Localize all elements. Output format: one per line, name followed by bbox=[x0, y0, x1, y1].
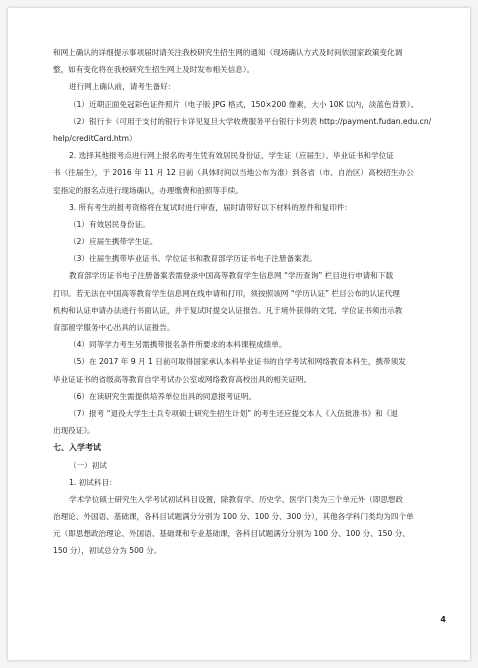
text-line: 室指定的报名点进行现场确认，办理缴费和拍照等手续。 bbox=[53, 185, 243, 195]
text-line: help/creditCard.htm） bbox=[53, 133, 137, 143]
text-line: （一）初试 bbox=[69, 460, 107, 470]
text-line: （3）往届生携带毕业证书、学位证书和教育部学历证书电子注册备案表。 bbox=[69, 254, 317, 264]
text-line: 出现役证》。 bbox=[53, 426, 95, 436]
text-line: （6）在读研究生需提供培养单位出具的同意报考证明。 bbox=[69, 391, 257, 401]
text-line: （5）在 2017 年 9 月 1 日前可取得国家承认本科毕业证书的自学考试和网络教育本科生，携带须发 bbox=[69, 357, 406, 367]
text-line: 治理论、外国语、基础课，各科目试题满分分别为 100 分、100 分、300 分），其他各学科门类均为四个单 bbox=[53, 512, 414, 522]
page-number: 4 bbox=[440, 615, 446, 624]
text-line: （7）报考 “退役大学生士兵专项硕士研究生招生计划” 的考生还应提交本人《入伍批准书》和《退 bbox=[69, 408, 398, 418]
text-line: （2）银行卡（可用于支付的银行卡详见复旦大学收费服务平台银行卡列表 http://payment.fudan.edu.cn/ bbox=[69, 116, 432, 126]
text-line: 2. 选择其他报考点进行网上报名的考生凭有效居民身份证、学生证（应届生）、毕业证书和学位证 bbox=[69, 151, 394, 161]
text-line: 毕业证证书的省级高等教育自学考试办公室或网络教育高校出具的相关证明。 bbox=[53, 374, 312, 384]
text-line: （1）有效居民身份证。 bbox=[69, 219, 150, 229]
text-line: 150 分），初试总分为 500 分。 bbox=[53, 546, 162, 556]
page-content bbox=[53, 48, 443, 564]
text-line: （2）应届生携带学生证。 bbox=[69, 237, 158, 247]
text-line: 学术学位硕士研究生入学考试初试科目设置，除教育学、历史学、医学门类为三个单元外（即思想政 bbox=[69, 494, 404, 504]
text-line: 机构和认证申请办法进行书面认证，并于复试时提交认证报告。凡于境外获得的文凭、学位证书须出示教 bbox=[53, 305, 403, 315]
text-line: 1. 初试科目： bbox=[69, 477, 117, 487]
text-line: 3. 所有考生的报考资格将在复试时进行审查，届时请带好以下材料的原件和复印件： bbox=[69, 202, 353, 212]
text-line: （4）同等学力考生另需携带报名条件所要求的本科课程成绩单。 bbox=[69, 340, 287, 350]
text-line: 育部留学服务中心出具的认证报告。 bbox=[53, 323, 175, 332]
text-line: 进行网上确认前，请考生备好： bbox=[69, 82, 176, 92]
text-line: 和网上确认的详细提示事项届时请关注我校研究生招生网的通知（现场确认方式及时间依国家政策变化调 bbox=[53, 48, 403, 57]
text-line: 元（即思想政治理论、外国语、基础课和专业基础课，各科目试题满分分别为 100 分、100 分、150 分、 bbox=[53, 529, 410, 539]
text-line: 教育部学历证书电子注册备案表需登录中国高等教育学生信息网 “学历查询” 栏目进行申请和下载 bbox=[69, 271, 394, 281]
text-line: 书（往届生），于 2016 年 11 月 12 日前（具体时间以当地公布为准）到各省（市、自治区）高校招生办公 bbox=[53, 168, 414, 178]
text-line: （1）近期正面免冠彩色证件照片（电子版 JPG 格式，150×200 像素，大小 10K 以内，淡蓝色背景）。 bbox=[69, 99, 419, 109]
document-page bbox=[8, 8, 470, 660]
text-line: 整，如有变化将在我校研究生招生网上及时发布相关信息）。 bbox=[53, 65, 255, 75]
text-line: 打印。若无法在中国高等教育学生信息网在线申请和打印，须按照该网 “学历认证” 栏目公布的认证代理 bbox=[53, 288, 400, 298]
section-heading: 七、入学考试 bbox=[53, 443, 101, 453]
